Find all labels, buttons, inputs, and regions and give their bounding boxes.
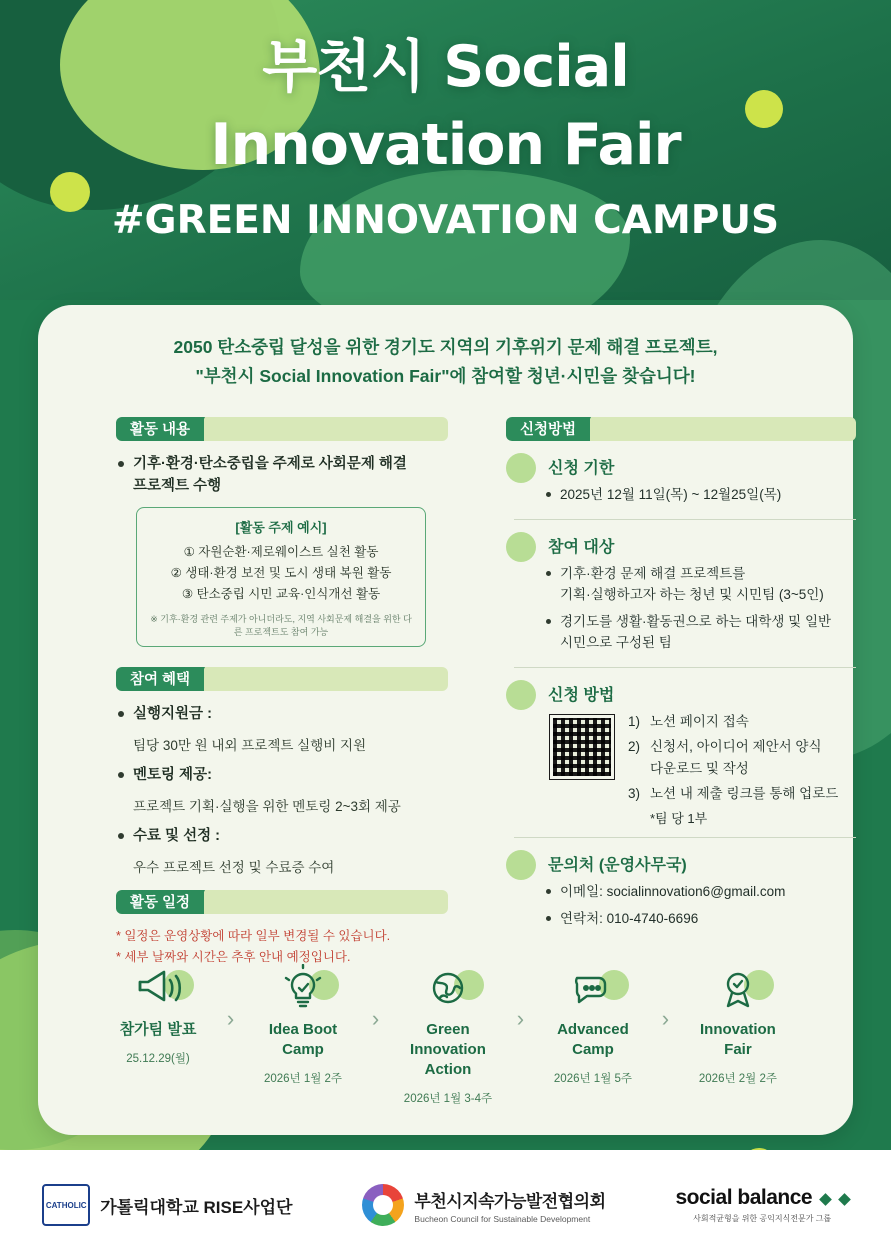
apply-method-group — [506, 682, 856, 827]
divider — [514, 837, 856, 838]
timeline-step-date: 25.12.29(월) — [126, 1053, 190, 1065]
benefit-list — [116, 703, 448, 725]
timeline-step-label: Idea Boot Camp — [268, 1021, 338, 1058]
timeline-step-3 — [388, 960, 508, 1106]
apply-method-body — [544, 711, 856, 827]
list-item[interactable]: 이메일: socialinnovation6@gmail.com — [544, 881, 856, 902]
footer-logos — [0, 1150, 891, 1260]
list-item: 신청서, 아이디어 제안서 양식 다운로드 및 작성 — [650, 739, 822, 776]
example-box-item: ① 자원순환·제로웨이스트 실천 활동 — [183, 545, 379, 559]
ribbon-tail — [203, 667, 448, 691]
apply-method-note: *팀 당 1부 — [650, 811, 708, 826]
megaphone-icon — [98, 960, 218, 1016]
contact-group — [506, 852, 856, 929]
ribbon-tail — [203, 417, 448, 441]
schedule-note: * 세부 날짜와 시간은 추후 안내 예정입니다. — [116, 950, 351, 964]
divider — [514, 667, 856, 668]
timeline-step-label: Green Innovation Action — [410, 1021, 486, 1078]
timeline-arrow: › — [516, 1006, 525, 1031]
ribbon-tail — [203, 890, 448, 914]
logo-bucheon-council — [362, 1184, 605, 1226]
list-item: 실행지원금 : — [116, 703, 448, 725]
apply-target-title: 참여 대상 — [548, 539, 615, 556]
logo-social-balance-title — [676, 1186, 849, 1210]
marker-circle — [506, 532, 536, 562]
lightbulb-icon — [243, 960, 363, 1016]
qr-code-icon[interactable] — [550, 715, 614, 779]
globe-icon — [388, 960, 508, 1016]
schedule-note: * 일정은 운영상황에 따라 일부 변경될 수 있습니다. — [116, 929, 391, 943]
diamond-icon — [820, 1193, 833, 1206]
benefit-desc: 프로젝트 기획·실행을 위한 멘토링 2~3회 제공 — [133, 799, 401, 814]
timeline-arrow: › — [371, 1006, 380, 1031]
example-box-note: ※ 기후·환경 관련 주제가 아니더라도, 지역 사회문제 해결을 위한 다른 프로젝트도 참여 가능 — [150, 614, 412, 637]
university-crest-icon — [42, 1184, 90, 1226]
list-item: 기후·환경 문제 해결 프로젝트를 기획·실행하고자 하는 청년 및 시민팀 (3~5인) — [544, 563, 856, 605]
section-heading-activity-label: 활동 내용 — [116, 417, 204, 441]
timeline-step-date: 2026년 1월 3-4주 — [403, 1093, 493, 1105]
university-crest-text: CATHOLIC — [45, 1200, 87, 1210]
divider — [514, 519, 856, 520]
timeline-step-label: 참가팀 발표 — [119, 1021, 197, 1038]
list-item: 수료 및 선정 : — [116, 825, 448, 847]
example-box-title: [활동 주제 예시] — [235, 520, 327, 535]
title-line-2: Innovation Fair — [210, 112, 681, 178]
example-box-item: ② 생태·환경 보전 및 도시 생태 복원 활동 — [170, 566, 392, 580]
example-box-item: ③ 탄소중립 시민 교육·인식개선 활동 — [181, 587, 381, 601]
list-item: 기후·환경·탄소중립을 주제로 사회문제 해결 프로젝트 수행 — [116, 453, 448, 497]
list-item: 연락처: 010-4740-6696 — [544, 908, 856, 929]
marker-circle — [506, 680, 536, 710]
timeline-step-date: 2026년 2월 2주 — [698, 1073, 777, 1085]
timeline-step-date: 2026년 1월 2주 — [263, 1073, 343, 1085]
apply-target-group — [506, 534, 856, 653]
apply-deadline-title: 신청 기한 — [548, 460, 615, 477]
timeline-step-label: Advanced Camp — [557, 1021, 629, 1058]
hashtag-subtitle: #GREEN INNOVATION CAMPUS — [111, 198, 780, 243]
timeline-step-2 — [243, 960, 363, 1086]
chat-icon — [533, 960, 653, 1016]
logo-bucheon-sub: Bucheon Council for Sustainable Development — [414, 1213, 591, 1224]
logo-catholic-label: 가톨릭대학교 RISE사업단 — [100, 1197, 293, 1217]
contact-list — [544, 881, 856, 929]
activity-bullets — [116, 453, 448, 497]
lead-paragraph — [38, 305, 853, 391]
list-item: 경기도를 생활·활동권으로 하는 대학생 및 일반 시민으로 구성된 팀 — [544, 611, 856, 653]
benefit-desc: 우수 프로젝트 선정 및 수료증 수여 — [133, 860, 335, 875]
section-heading-apply-label: 신청방법 — [506, 417, 590, 441]
title-line-1: 부천시 Social — [262, 34, 629, 100]
logo-bucheon-title: 부천시지속가능발전협의회 — [414, 1191, 606, 1211]
timeline-step-5 — [678, 960, 798, 1086]
activity-example-box — [136, 507, 426, 647]
section-heading-schedule — [116, 890, 448, 914]
section-heading-schedule-label: 활동 일정 — [116, 890, 204, 914]
right-column — [506, 417, 856, 935]
marker-circle — [506, 850, 536, 880]
poster-title-block — [0, 28, 891, 243]
apply-deadline-list — [544, 484, 856, 505]
benefit-list — [116, 825, 448, 847]
contact-title: 문의처 (운영사무국) — [548, 857, 687, 874]
lead-line-1: 2050 탄소중립 달성을 위한 경기도 지역의 기후위기 문제 해결 프로젝트, — [173, 337, 718, 357]
apply-target-list — [544, 563, 856, 653]
section-heading-benefit-label: 참여 혜택 — [116, 667, 204, 691]
diamond-icon — [838, 1193, 851, 1206]
logo-social-balance-sub: 사회적균형을 위한 공익지식전문가 그룹 — [693, 1214, 832, 1223]
timeline-step-1 — [98, 960, 218, 1066]
apply-method-title: 신청 방법 — [548, 687, 615, 704]
timeline — [98, 960, 798, 1106]
lead-line-2: "부천시 Social Innovation Fair"에 참여할 청년·시민을 찾습니다! — [195, 366, 696, 386]
main-card — [38, 305, 853, 1135]
logo-social-balance — [676, 1186, 849, 1224]
timeline-arrow: › — [226, 1006, 235, 1031]
council-circle-icon — [362, 1184, 404, 1226]
timeline-step-date: 2026년 1월 5주 — [553, 1073, 632, 1085]
logo-catholic-university — [42, 1184, 292, 1226]
list-item: 노션 페이지 접속 — [650, 714, 749, 729]
apply-deadline-group — [506, 455, 856, 505]
list-item: 멘토링 제공: — [116, 764, 448, 786]
benefit-list — [116, 764, 448, 786]
timeline-step-4 — [533, 960, 653, 1086]
apply-steps — [628, 711, 856, 805]
medal-icon — [678, 960, 798, 1016]
list-item: 2025년 12월 11일(목) ~ 12월25일(목) — [544, 484, 856, 505]
section-heading-activity — [116, 417, 448, 441]
logo-social-balance-text: social balance — [675, 1186, 813, 1209]
benefit-desc: 팀당 30만 원 내외 프로젝트 실행비 지원 — [133, 738, 367, 753]
marker-circle — [506, 453, 536, 483]
ribbon-tail — [589, 417, 856, 441]
list-item: 노션 내 제출 링크를 통해 업로드 — [650, 786, 839, 801]
timeline-arrow: › — [661, 1006, 670, 1031]
left-column — [116, 417, 448, 968]
section-heading-benefit — [116, 667, 448, 691]
timeline-step-label: Innovation Fair — [700, 1021, 776, 1058]
section-heading-apply — [506, 417, 856, 441]
